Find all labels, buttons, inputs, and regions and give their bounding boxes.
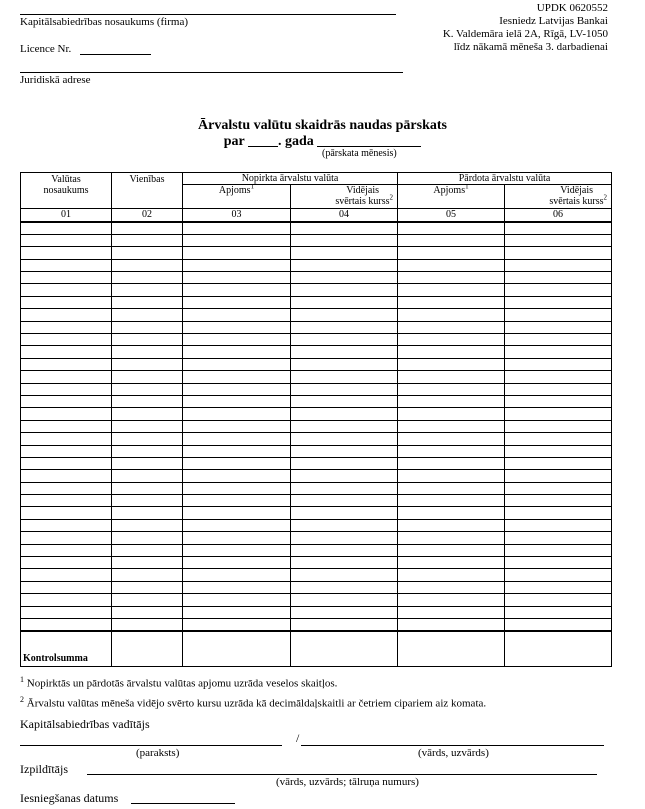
table-row xyxy=(21,408,612,420)
table-cell[interactable] xyxy=(112,383,183,395)
table-cell[interactable] xyxy=(291,222,398,235)
table-cell[interactable] xyxy=(21,395,112,407)
control-sum-row xyxy=(21,631,612,667)
table-cell[interactable] xyxy=(21,296,112,308)
table-cell[interactable] xyxy=(112,433,183,445)
date-line[interactable] xyxy=(131,803,235,804)
table-cell[interactable] xyxy=(21,234,112,246)
table-cell[interactable] xyxy=(398,371,505,383)
table-cell[interactable] xyxy=(398,346,505,358)
table-cell[interactable] xyxy=(183,594,291,606)
table-cell[interactable] xyxy=(112,557,183,569)
table-cell[interactable] xyxy=(505,420,612,432)
table-cell[interactable] xyxy=(112,606,183,618)
table-cell[interactable] xyxy=(398,544,505,556)
table-row xyxy=(21,569,612,581)
table-row xyxy=(21,495,612,507)
table-cell[interactable] xyxy=(505,594,612,606)
table-cell[interactable] xyxy=(291,495,398,507)
manager-signature-line[interactable] xyxy=(20,745,282,746)
footnotes xyxy=(20,673,620,710)
table-cell[interactable] xyxy=(183,420,291,432)
form-code: UPDK 0620552 xyxy=(536,2,608,14)
table-cell[interactable] xyxy=(183,259,291,271)
table-cell[interactable] xyxy=(183,321,291,333)
table-row xyxy=(21,544,612,556)
table-cell[interactable] xyxy=(112,247,183,259)
table-cell[interactable] xyxy=(505,259,612,271)
table-cell[interactable] xyxy=(21,581,112,593)
table-cell[interactable] xyxy=(398,507,505,519)
table-cell[interactable] xyxy=(398,420,505,432)
table-row xyxy=(21,619,612,632)
table-cell[interactable] xyxy=(505,631,612,667)
manager-name-line[interactable] xyxy=(301,745,604,746)
table-row xyxy=(21,309,612,321)
table-row xyxy=(21,247,612,259)
table-cell[interactable] xyxy=(21,346,112,358)
deadline: līdz nākamā mēneša 3. darbadienai xyxy=(453,41,608,53)
table-cell[interactable] xyxy=(21,309,112,321)
column-number: 06 xyxy=(505,209,612,222)
table-cell[interactable] xyxy=(291,519,398,531)
table-cell[interactable] xyxy=(398,457,505,469)
table-cell[interactable] xyxy=(21,420,112,432)
licence-label: Licence Nr. xyxy=(20,43,72,55)
table-cell[interactable] xyxy=(291,408,398,420)
col-header-currency-name: Valūtas nosaukums xyxy=(21,173,112,209)
table-cell[interactable] xyxy=(112,395,183,407)
table-cell[interactable] xyxy=(291,309,398,321)
table-row xyxy=(21,334,612,346)
table-row xyxy=(21,470,612,482)
table-row xyxy=(21,606,612,618)
table-cell[interactable] xyxy=(291,544,398,556)
col-header-sold-volume: Apjoms$^1$ xyxy=(398,185,505,209)
table-cell[interactable] xyxy=(183,272,291,284)
table-cell[interactable] xyxy=(291,321,398,333)
table-cell[interactable] xyxy=(291,569,398,581)
table-cell[interactable] xyxy=(505,445,612,457)
table-cell[interactable] xyxy=(112,272,183,284)
table-cell[interactable] xyxy=(183,309,291,321)
table-cell[interactable] xyxy=(21,383,112,395)
table-cell[interactable] xyxy=(183,519,291,531)
table-cell[interactable] xyxy=(21,247,112,259)
report-title: Ārvalstu valūtu skaidrās naudas pārskats xyxy=(198,118,447,133)
table-cell[interactable] xyxy=(291,507,398,519)
table-cell[interactable] xyxy=(112,296,183,308)
table-cell[interactable] xyxy=(21,457,112,469)
table-cell[interactable] xyxy=(291,234,398,246)
table-cell[interactable] xyxy=(112,234,183,246)
table-cell[interactable] xyxy=(183,222,291,235)
table-cell[interactable] xyxy=(505,358,612,370)
table-cell[interactable] xyxy=(505,470,612,482)
table-cell[interactable] xyxy=(112,544,183,556)
table-cell[interactable] xyxy=(21,259,112,271)
month-hint: (pārskata mēnesis) xyxy=(322,148,397,159)
name-hint: (vārds, uzvārds) xyxy=(418,747,489,759)
table-cell[interactable] xyxy=(398,309,505,321)
table-cell[interactable] xyxy=(505,383,612,395)
table-cell[interactable] xyxy=(21,544,112,556)
table-row xyxy=(21,321,612,333)
table-row xyxy=(21,259,612,271)
group-header-sold: Pārdota ārvalstu valūta xyxy=(398,173,612,185)
table-cell[interactable] xyxy=(291,619,398,632)
table-cell[interactable] xyxy=(398,321,505,333)
table-cell[interactable] xyxy=(505,457,612,469)
table-cell[interactable] xyxy=(291,581,398,593)
table-cell[interactable] xyxy=(112,358,183,370)
table-cell[interactable] xyxy=(112,346,183,358)
table-cell[interactable] xyxy=(183,234,291,246)
table-cell[interactable] xyxy=(183,408,291,420)
col-header-bought-volume: Apjoms$^1$ xyxy=(183,185,291,209)
table-cell[interactable] xyxy=(112,532,183,544)
table-cell[interactable] xyxy=(505,544,612,556)
table-cell[interactable] xyxy=(398,482,505,494)
executor-line[interactable] xyxy=(87,774,597,775)
table-cell[interactable] xyxy=(291,433,398,445)
table-cell[interactable] xyxy=(21,284,112,296)
bank-address: K. Valdemāra ielā 2A, Rīgā, LV-1050 xyxy=(442,28,608,40)
table-row xyxy=(21,519,612,531)
table-cell[interactable] xyxy=(183,557,291,569)
table-cell[interactable] xyxy=(398,631,505,667)
table-cell[interactable] xyxy=(21,371,112,383)
table-cell[interactable] xyxy=(112,495,183,507)
table-cell[interactable] xyxy=(112,594,183,606)
table-row xyxy=(21,371,612,383)
table-row xyxy=(21,284,612,296)
table-cell[interactable] xyxy=(505,495,612,507)
table-cell[interactable] xyxy=(505,408,612,420)
table-cell[interactable] xyxy=(21,507,112,519)
table-row xyxy=(21,445,612,457)
table-cell[interactable] xyxy=(183,358,291,370)
par-label: par xyxy=(223,134,245,149)
table-cell[interactable] xyxy=(505,395,612,407)
table-cell[interactable] xyxy=(112,581,183,593)
table-cell[interactable] xyxy=(21,482,112,494)
table-cell[interactable] xyxy=(183,247,291,259)
table-cell[interactable] xyxy=(291,334,398,346)
footnote-2: $^2$ Ārvalstu valūtas mēneša vidējo svērto kursu uzrāda kā decimāldaļskaitli ar četriem cipariem aiz komata. xyxy=(20,694,487,710)
table-cell[interactable] xyxy=(21,321,112,333)
table-cell[interactable] xyxy=(398,569,505,581)
table-cell[interactable] xyxy=(291,445,398,457)
signature-hint: (paraksts) xyxy=(136,747,180,759)
column-number-row xyxy=(21,209,612,222)
footnote-mark: 1 xyxy=(250,184,255,191)
footnote-mark: 2 xyxy=(603,193,608,202)
control-sum-label: Kontrolsumma xyxy=(21,631,112,667)
table-cell[interactable] xyxy=(291,346,398,358)
currency-report-table xyxy=(20,172,612,667)
table-cell[interactable] xyxy=(398,358,505,370)
table-cell[interactable] xyxy=(398,284,505,296)
table-cell[interactable] xyxy=(112,309,183,321)
table-cell[interactable] xyxy=(183,395,291,407)
table-cell[interactable] xyxy=(505,581,612,593)
submit-to: Iesniedz Latvijas Bankai xyxy=(499,15,608,27)
table-cell[interactable] xyxy=(112,371,183,383)
table-row xyxy=(21,507,612,519)
table-cell[interactable] xyxy=(398,532,505,544)
table-cell[interactable] xyxy=(112,569,183,581)
table-cell[interactable] xyxy=(398,433,505,445)
table-cell[interactable] xyxy=(291,395,398,407)
address-line[interactable] xyxy=(20,72,403,73)
day-blank[interactable] xyxy=(248,134,278,147)
submission-info xyxy=(348,2,608,54)
table-cell[interactable] xyxy=(183,284,291,296)
company-name-label: Kapitālsabiedrības nosaukums (firma) xyxy=(20,16,189,28)
table-cell[interactable] xyxy=(112,470,183,482)
table-row xyxy=(21,272,612,284)
table-cell[interactable] xyxy=(291,247,398,259)
table-cell[interactable] xyxy=(398,383,505,395)
table-cell[interactable] xyxy=(183,569,291,581)
table-cell[interactable] xyxy=(21,519,112,531)
table-cell[interactable] xyxy=(398,470,505,482)
table-cell[interactable] xyxy=(183,445,291,457)
footnote-mark: 1 xyxy=(20,675,24,684)
table-row xyxy=(21,482,612,494)
table-cell[interactable] xyxy=(398,259,505,271)
table-cell[interactable] xyxy=(291,296,398,308)
table-cell[interactable] xyxy=(183,371,291,383)
table-cell[interactable] xyxy=(21,334,112,346)
table-cell[interactable] xyxy=(21,222,112,235)
table-cell[interactable] xyxy=(398,272,505,284)
table-cell[interactable] xyxy=(112,408,183,420)
column-number: 02 xyxy=(112,209,183,222)
table-cell[interactable] xyxy=(183,631,291,667)
table-cell[interactable] xyxy=(505,482,612,494)
table-cell[interactable] xyxy=(398,247,505,259)
col-header-bought-rate: Vidējais svērtais kurss$^2$ xyxy=(291,185,398,209)
table-cell[interactable] xyxy=(21,470,112,482)
table-cell[interactable] xyxy=(112,482,183,494)
table-cell[interactable] xyxy=(398,234,505,246)
table-cell[interactable] xyxy=(505,272,612,284)
table-cell[interactable] xyxy=(183,334,291,346)
address-label: Juridiskā adrese xyxy=(20,74,91,86)
column-number: 03 xyxy=(183,209,291,222)
table-cell[interactable] xyxy=(21,495,112,507)
footnote-mark: 1 xyxy=(465,184,469,191)
table-cell[interactable] xyxy=(398,606,505,618)
table-cell[interactable] xyxy=(505,507,612,519)
table-cell[interactable] xyxy=(505,309,612,321)
table-cell[interactable] xyxy=(183,346,291,358)
table-cell[interactable] xyxy=(112,519,183,531)
table-cell[interactable] xyxy=(112,334,183,346)
table-cell[interactable] xyxy=(183,433,291,445)
table-cell[interactable] xyxy=(505,346,612,358)
gada-label: . gada xyxy=(277,134,314,149)
table-cell[interactable] xyxy=(398,334,505,346)
table-cell[interactable] xyxy=(291,358,398,370)
table-cell[interactable] xyxy=(291,594,398,606)
table-cell[interactable] xyxy=(505,222,612,235)
table-cell[interactable] xyxy=(505,284,612,296)
table-cell[interactable] xyxy=(21,557,112,569)
table-cell[interactable] xyxy=(21,408,112,420)
table-cell[interactable] xyxy=(183,606,291,618)
date-label: Iesniegšanas datums xyxy=(20,791,119,805)
table-cell[interactable] xyxy=(505,606,612,618)
table-cell[interactable] xyxy=(291,470,398,482)
table-row xyxy=(21,395,612,407)
table-cell[interactable] xyxy=(183,507,291,519)
table-cell[interactable] xyxy=(398,222,505,235)
table-cell[interactable] xyxy=(183,495,291,507)
table-row xyxy=(21,433,612,445)
table-cell[interactable] xyxy=(505,321,612,333)
table-cell[interactable] xyxy=(112,619,183,632)
table-cell[interactable] xyxy=(21,619,112,632)
table-cell[interactable] xyxy=(505,619,612,632)
table-cell[interactable] xyxy=(112,420,183,432)
table-cell[interactable] xyxy=(183,296,291,308)
table-cell[interactable] xyxy=(398,445,505,457)
table-cell[interactable] xyxy=(291,420,398,432)
table-cell[interactable] xyxy=(398,296,505,308)
table-row xyxy=(21,581,612,593)
table-cell[interactable] xyxy=(112,284,183,296)
table-cell[interactable] xyxy=(183,457,291,469)
table-cell[interactable] xyxy=(505,433,612,445)
col-header-sold-rate: Vidējais svērtais kurss$^2$ xyxy=(505,185,612,209)
table-cell[interactable] xyxy=(398,581,505,593)
table-cell[interactable] xyxy=(21,445,112,457)
table-row xyxy=(21,383,612,395)
table-cell[interactable] xyxy=(112,457,183,469)
table-cell[interactable] xyxy=(291,631,398,667)
month-blank[interactable] xyxy=(317,134,421,147)
table-cell[interactable] xyxy=(21,569,112,581)
table-cell[interactable] xyxy=(21,272,112,284)
table-cell[interactable] xyxy=(183,532,291,544)
table-row xyxy=(21,234,612,246)
table-cell[interactable] xyxy=(505,532,612,544)
table-cell[interactable] xyxy=(291,371,398,383)
table-row xyxy=(21,358,612,370)
table-cell[interactable] xyxy=(291,272,398,284)
table-cell[interactable] xyxy=(398,557,505,569)
column-number: 04 xyxy=(291,209,398,222)
table-cell[interactable] xyxy=(291,383,398,395)
table-cell[interactable] xyxy=(505,569,612,581)
licence-number-line[interactable] xyxy=(80,54,151,55)
table-cell[interactable] xyxy=(21,433,112,445)
table-cell[interactable] xyxy=(398,408,505,420)
group-header-bought: Nopirkta ārvalstu valūta xyxy=(183,173,398,185)
table-cell[interactable] xyxy=(505,519,612,531)
table-row xyxy=(21,296,612,308)
table-body xyxy=(21,222,612,632)
table-cell[interactable] xyxy=(505,334,612,346)
footnote-mark: 2 xyxy=(20,694,24,704)
table-cell[interactable] xyxy=(291,532,398,544)
footnote-1: $^1$ Nopirktās un pārdotās ārvalstu valūtas apjomu uzrāda veselos skaitļos. xyxy=(20,675,338,690)
table-row xyxy=(21,420,612,432)
table-cell[interactable] xyxy=(505,296,612,308)
table-cell[interactable] xyxy=(505,557,612,569)
table-cell[interactable] xyxy=(291,259,398,271)
table-row xyxy=(21,594,612,606)
table-cell[interactable] xyxy=(21,594,112,606)
table-cell[interactable] xyxy=(183,581,291,593)
table-cell[interactable] xyxy=(505,247,612,259)
slash: / xyxy=(296,731,300,745)
manager-label: Kapitālsabiedrības vadītājs xyxy=(20,717,150,731)
table-cell[interactable] xyxy=(21,532,112,544)
footnote-mark: 2 xyxy=(389,193,394,202)
table-cell[interactable] xyxy=(505,371,612,383)
table-cell[interactable] xyxy=(291,457,398,469)
table-cell[interactable] xyxy=(398,395,505,407)
table-cell[interactable] xyxy=(398,495,505,507)
table-row xyxy=(21,346,612,358)
table-row xyxy=(21,532,612,544)
table-row xyxy=(21,557,612,569)
company-name-line[interactable] xyxy=(20,14,396,15)
executor-label: Izpildītājs xyxy=(20,762,68,776)
table-cell[interactable] xyxy=(291,606,398,618)
column-number: 01 xyxy=(21,209,112,222)
table-cell[interactable] xyxy=(183,470,291,482)
table-cell[interactable] xyxy=(112,321,183,333)
table-cell[interactable] xyxy=(112,222,183,235)
col-header-units: Vienības xyxy=(112,173,183,209)
table-cell[interactable] xyxy=(112,631,183,667)
table-cell[interactable] xyxy=(505,234,612,246)
table-row xyxy=(21,222,612,235)
table-row xyxy=(21,457,612,469)
table-cell[interactable] xyxy=(183,482,291,494)
table-cell[interactable] xyxy=(112,507,183,519)
table-cell[interactable] xyxy=(21,358,112,370)
table-cell[interactable] xyxy=(398,519,505,531)
table-cell[interactable] xyxy=(398,594,505,606)
table-cell[interactable] xyxy=(291,557,398,569)
table-cell[interactable] xyxy=(21,606,112,618)
table-cell[interactable] xyxy=(291,482,398,494)
executor-hint: (vārds, uzvārds; tālruņa numurs) xyxy=(276,776,419,788)
table-cell[interactable] xyxy=(183,619,291,632)
column-number: 05 xyxy=(398,209,505,222)
table-cell[interactable] xyxy=(398,619,505,632)
table-cell[interactable] xyxy=(291,284,398,296)
table-cell[interactable] xyxy=(183,544,291,556)
table-cell[interactable] xyxy=(112,445,183,457)
table-cell[interactable] xyxy=(112,259,183,271)
table-cell[interactable] xyxy=(183,383,291,395)
